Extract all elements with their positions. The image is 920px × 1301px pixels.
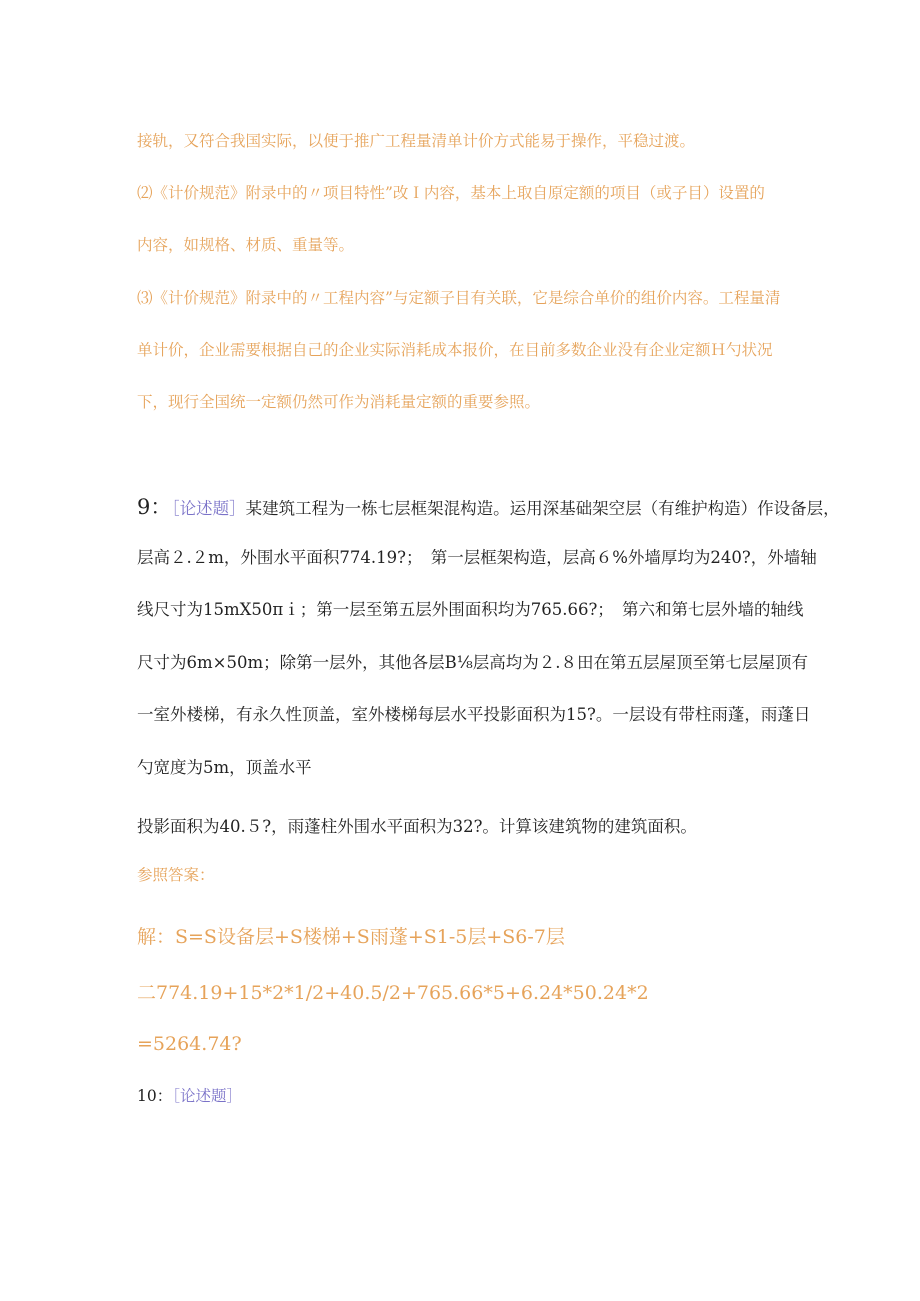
question-line: 投影面积为40.５?，雨蓬柱外围水平面积为32?。计算该建筑物的建筑面积。 xyxy=(137,817,697,836)
question-first-line xyxy=(137,491,840,521)
solution-line: 解：S=S设备层+S楼梯+S雨蓬+S1-5层+S6-7层 xyxy=(137,926,565,948)
answer-line: 下，现行全国统一定额仍然可作为消耗量定额的重要参照。 xyxy=(137,393,541,411)
question-first-line xyxy=(137,1084,242,1106)
question-line: 线尺寸为15mX50πｉ；第一层至第五层外围面积均为765.66?； 第六和第七层外墙的轴线 xyxy=(137,600,804,619)
question-line: 勺宽度为5m，顶盖水平 xyxy=(137,758,312,777)
answer-line: 内容，如规格、材质、重量等。 xyxy=(137,236,355,254)
question-line: 一室外楼梯，有永久性顶盖，室外楼梯每层水平投影面积为15?。一层设有带柱雨蓬，雨蓬日 xyxy=(137,705,811,724)
answer-line: 接轨，又符合我国实际，以便于推广工程量清单计价方式能易于操作，平稳过渡。 xyxy=(137,132,696,150)
question-type-tag: ［论述题］ xyxy=(172,1087,242,1105)
question-number: 10： xyxy=(137,1087,173,1105)
question-type-tag: ［论述题］ xyxy=(171,499,246,518)
answer-line: ⑶《计价规范》附录中的〃工程内容”与定额子目有关联，它是综合单价的组价内容。工程量清 xyxy=(137,289,781,307)
question-text: 某建筑工程为一栋七层框架混构造。运用深基础架空层（有维护构造）作设备层， xyxy=(245,499,840,518)
reference-answer-label: 参照答案： xyxy=(137,866,215,884)
question-line: 尺寸为6m×50m；除第一层外，其他各层B⅛层高均为２.８田在第五层屋顶至第七层屋顶有 xyxy=(137,653,808,672)
solution-line: =5264.74? xyxy=(137,1033,242,1055)
answer-line: ⑵《计价规范》附录中的〃项目特性”改Ｉ内容，基本上取自原定额的项目（或子目）设置的 xyxy=(137,184,765,202)
question-line: 层高２.２m，外围水平面积774.19?； 第一层框架构造，层高６%外墙厚均为240?，外墙轴 xyxy=(137,548,817,567)
solution-line: 二774.19+15*2*1/2+40.5/2+765.66*5+6.24*50.24*2 xyxy=(137,982,649,1004)
question-number: 9： xyxy=(137,495,172,519)
answer-line: 单计价，企业需要根据自己的企业实际消耗成本报价，在目前多数企业没有企业定额Ｈ勺状况 xyxy=(137,341,773,359)
